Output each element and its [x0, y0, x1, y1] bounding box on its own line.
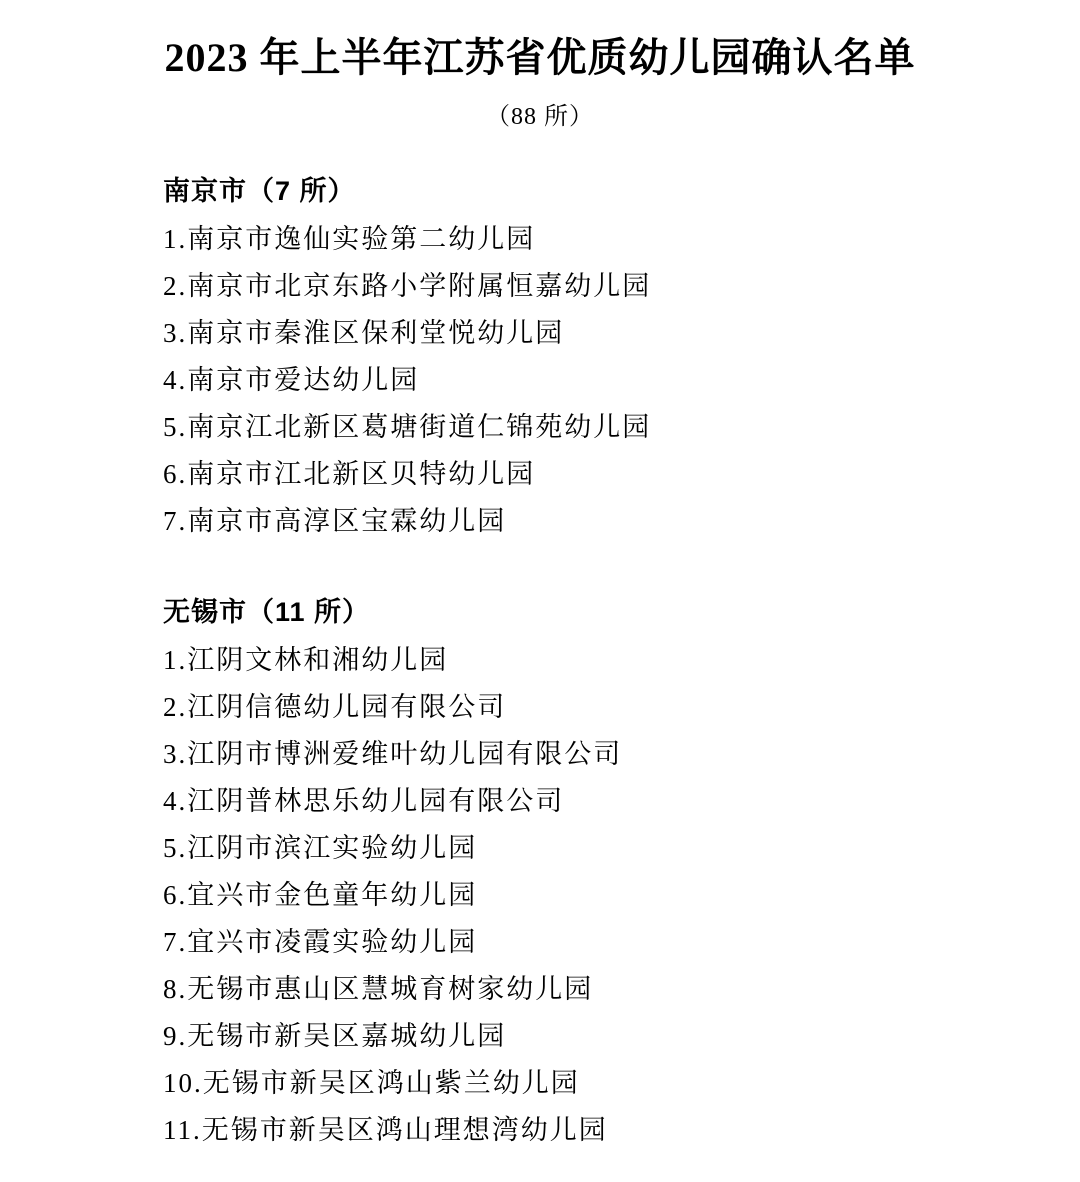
kindergarten-list-nanjing [163, 216, 960, 545]
list-item: 2.江阴信德幼儿园有限公司 [163, 692, 507, 722]
list-item: 3.南京市秦淮区保利堂悦幼儿园 [163, 318, 565, 348]
list-item: 5.南京江北新区葛塘街道仁锦苑幼儿园 [163, 412, 652, 442]
page-title: 2023 年上半年江苏省优质幼儿园确认名单 [164, 35, 916, 80]
list-item: 4.南京市爱达幼儿园 [163, 365, 420, 395]
section-header-wuxi: 无锡市（11 所） [163, 597, 371, 627]
section-nanjing [163, 174, 960, 545]
list-item: 7.南京市高淳区宝霖幼儿园 [163, 506, 507, 536]
list-item: 5.江阴市滨江实验幼儿园 [163, 833, 478, 863]
list-item: 8.无锡市惠山区慧城育树家幼儿园 [163, 974, 594, 1004]
page-subtitle: （88 所） [486, 104, 594, 130]
section-wuxi [163, 595, 960, 1154]
document-body [163, 174, 960, 1154]
list-item: 6.宜兴市金色童年幼儿园 [163, 880, 478, 910]
list-item: 1.南京市逸仙实验第二幼儿园 [163, 224, 536, 254]
list-item: 3.江阴市博洲爱维叶幼儿园有限公司 [163, 739, 623, 769]
list-item: 1.江阴文林和湘幼儿园 [163, 645, 449, 675]
list-item: 6.南京市江北新区贝特幼儿园 [163, 459, 536, 489]
list-item: 4.江阴普林思乐幼儿园有限公司 [163, 786, 565, 816]
section-header-nanjing: 南京市（7 所） [163, 176, 356, 206]
list-item: 11.无锡市新吴区鸿山理想湾幼儿园 [163, 1115, 608, 1145]
list-item: 9.无锡市新吴区嘉城幼儿园 [163, 1021, 507, 1051]
list-item: 2.南京市北京东路小学附属恒嘉幼儿园 [163, 271, 652, 301]
list-item: 10.无锡市新吴区鸿山紫兰幼儿园 [163, 1068, 580, 1098]
list-item: 7.宜兴市凌霞实验幼儿园 [163, 927, 478, 957]
kindergarten-list-wuxi [163, 637, 960, 1154]
